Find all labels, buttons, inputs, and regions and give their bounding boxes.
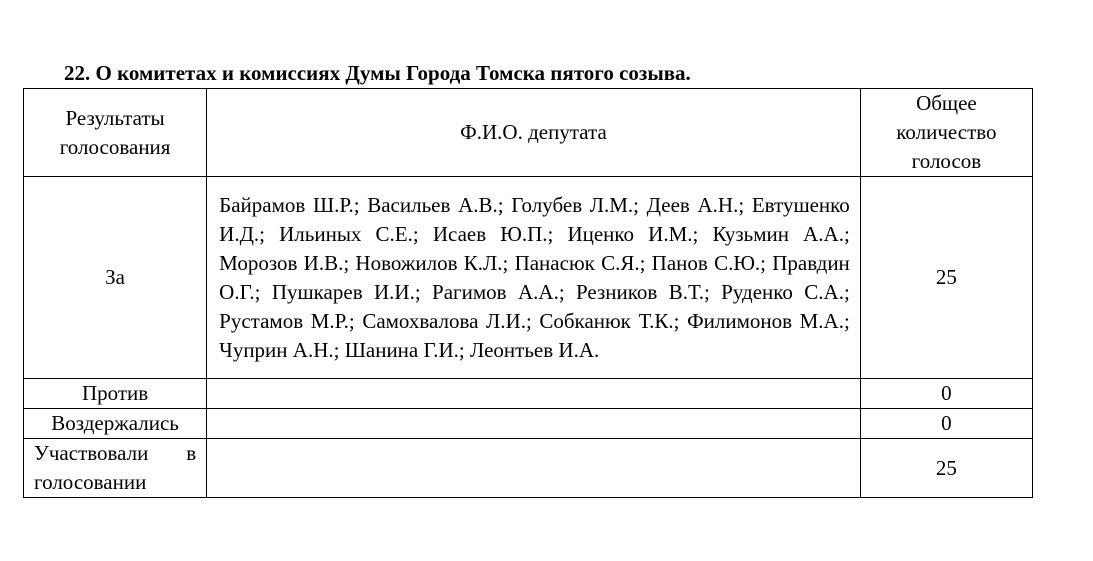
vote-count-abstained: 0 <box>860 409 1032 439</box>
deputy-names-against <box>207 379 861 409</box>
section-title: 22. О комитетах и комиссиях Думы Города Томска пятого созыва. <box>64 61 691 85</box>
header-voting-results: Результаты голосования <box>24 89 207 177</box>
vote-count-for: 25 <box>860 177 1032 379</box>
vote-count-participated: 25 <box>860 439 1032 498</box>
header-total-votes: Общее количество голосов <box>860 89 1032 177</box>
table-row-against <box>24 379 1033 409</box>
voting-results-table <box>23 88 1033 498</box>
table-row-abstained <box>24 409 1033 439</box>
header-deputy-name: Ф.И.О. депутата <box>207 89 861 177</box>
deputy-names-for: Байрамов Ш.Р.; Васильев А.В.; Голубев Л.М.; Деев А.Н.; Евтушенко И.Д.; Ильиных С.Е.; Исаев Ю.П.; Иценко И.М.; Кузьмин А.А.; Морозов И.В.; Новожилов К.Л.; Панасюк С.Я.; Панов С.Ю.; Правдин О.Г.; Пушкарев И.И.; Рагимов А.А.; Резников В.Т.; Руденко С.А.; Рустамов М.Р.; Самохвалова Л.И.; Собканюк Т.К.; Филимонов М.А.; Чуприн А.Н.; Шанина Г.И.; Леонтьев И.А. <box>207 177 861 379</box>
deputy-names-abstained <box>207 409 861 439</box>
table-row-for <box>24 177 1033 379</box>
row-label-abstained: Воздержались <box>24 409 207 439</box>
vote-count-against: 0 <box>860 379 1032 409</box>
row-label-for: За <box>24 177 207 379</box>
table-header-row <box>24 89 1033 177</box>
deputy-names-participated <box>207 439 861 498</box>
row-label-against: Против <box>24 379 207 409</box>
table-row-participated <box>24 439 1033 498</box>
row-label-participated: Участвовали в голосовании <box>24 439 207 498</box>
